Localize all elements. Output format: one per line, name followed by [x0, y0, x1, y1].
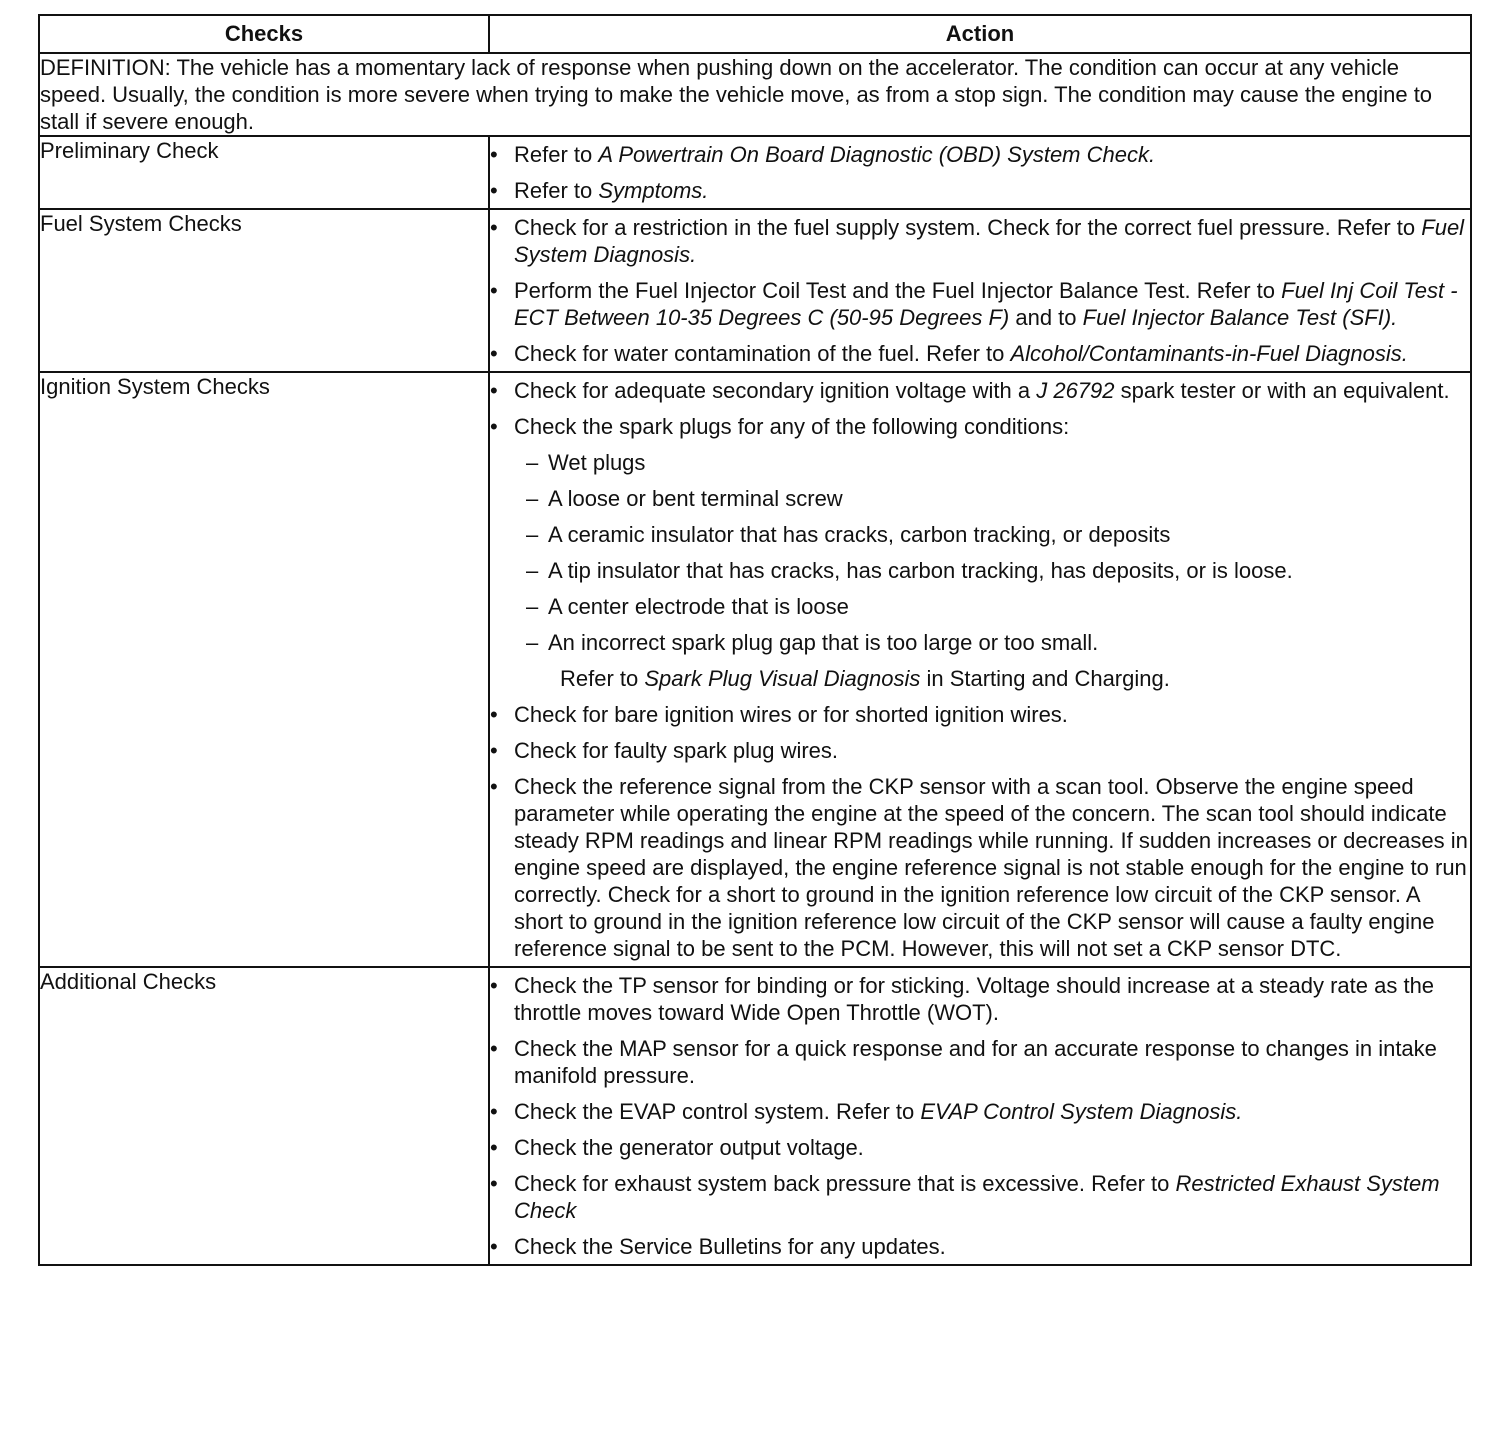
bullet: •: [490, 1036, 498, 1061]
action-item: [490, 737, 1470, 764]
condition-item: – An incorrect spark plug gap that is too large or too small.: [526, 630, 1099, 655]
bullet: •: [490, 178, 498, 203]
condition-item: – A tip insulator that has cracks, has carbon tracking, has deposits, or is loose.: [526, 558, 1293, 583]
bullet: •: [490, 738, 498, 763]
action-text: spark tester or with an equivalent.: [1114, 378, 1450, 403]
action-reference: Symptoms.: [598, 178, 709, 203]
additional-actions: [489, 967, 1471, 1265]
bullet: •: [490, 1234, 498, 1259]
definition-row: [39, 53, 1471, 136]
action-item: [490, 214, 1470, 268]
action-item: [490, 177, 1470, 204]
action-text: Check the TP sensor for binding or for sticking. Voltage should increase at a steady rate as the throttle moves toward Wide Open Throttle (WOT).: [514, 973, 1435, 1025]
dash: –: [526, 558, 539, 583]
bullet: •: [490, 414, 498, 439]
dash: –: [526, 630, 539, 655]
action-text: Check for a restriction in the fuel supply system. Check for the correct fuel pressure. Refer to: [514, 215, 1422, 240]
action-item: [490, 1035, 1470, 1089]
condition-item: – A center electrode that is loose: [526, 594, 849, 619]
action-reference: Fuel Injector Balance Test (SFI).: [1082, 305, 1398, 330]
action-text: Check for exhaust system back pressure that is excessive. Refer to: [514, 1171, 1176, 1196]
action-text: Check the generator output voltage.: [514, 1135, 864, 1160]
action-item: [490, 1098, 1470, 1125]
bullet: •: [490, 341, 498, 366]
action-text: Check for faulty spark plug wires.: [514, 738, 839, 763]
preliminary-row: [39, 136, 1471, 209]
action-item: [490, 1134, 1470, 1161]
action-text: and to: [1009, 305, 1083, 330]
bullet: •: [490, 378, 498, 403]
action-reference: A Powertrain On Board Diagnostic (OBD) System Check.: [598, 142, 1156, 167]
action-text: Refer to: [514, 178, 599, 203]
action-text: Check the EVAP control system. Refer to: [514, 1099, 921, 1124]
definition-text: DEFINITION: The vehicle has a momentary lack of response when pushing down on the accelerator. The condition can occur at any vehicle speed. Usually, the condition is more severe when trying to make the vehicle move, as from a stop sign. The condition may cause the engine to stall if severe enough.: [39, 53, 1471, 136]
action-text: Check the MAP sensor for a quick response and for an accurate response to changes in intake manifold pressure.: [514, 1036, 1437, 1088]
dash: –: [526, 522, 539, 547]
action-text: Check for water contamination of the fuel. Refer to: [514, 341, 1011, 366]
action-item: [490, 413, 1470, 692]
spark-plug-reference: Refer to Spark Plug Visual Diagnosis in Starting and Charging.: [560, 666, 1170, 691]
fuel-check-title: Fuel System Checks: [39, 209, 489, 372]
symptom-table: [38, 14, 1472, 1266]
header-row: [39, 15, 1471, 53]
ignition-actions: [489, 372, 1471, 967]
bullet: •: [490, 774, 498, 799]
ignition-row: [39, 372, 1471, 967]
action-item: [490, 1233, 1470, 1260]
condition-item: – A ceramic insulator that has cracks, carbon tracking, or deposits: [526, 522, 1171, 547]
action-reference: Alcohol/Contaminants-in-Fuel Diagnosis.: [1010, 341, 1408, 366]
checks-column-header: Checks: [39, 15, 489, 53]
action-item: [490, 1170, 1470, 1224]
action-reference: EVAP Control System Diagnosis.: [920, 1099, 1243, 1124]
action-text: Check for adequate secondary ignition voltage with a: [514, 378, 1037, 403]
action-item: [490, 972, 1470, 1026]
action-item: [490, 340, 1470, 367]
action-item: [490, 141, 1470, 168]
tool-reference: J 26792: [1036, 378, 1115, 403]
action-item: [490, 773, 1470, 962]
action-item: [490, 277, 1470, 331]
preliminary-actions: [489, 136, 1471, 209]
dash: –: [526, 594, 539, 619]
action-text: Check the reference signal from the CKP sensor with a scan tool. Observe the engine speed parameter while operating the engine at the speed of the concern. The scan tool should indicate steady RPM readings and linear RPM readings while running. If sudden increases or decreases in engine speed are displayed, the engine reference signal is not stable enough for the engine to run correctly. Check for a short to ground in the ignition reference low circuit of the CKP sensor. A short to ground in the ignition reference low circuit of the CKP sensor will cause a faulty engine reference signal to be sent to the PCM. However, this will not set a CKP sensor DTC.: [514, 774, 1468, 961]
condition-item: – A loose or bent terminal screw: [526, 486, 843, 511]
bullet: •: [490, 702, 498, 727]
additional-check-title: Additional Checks: [39, 967, 489, 1265]
action-reference: Fuel Inj Coil Test - ECT Between 10-35 Degrees C (50-95 Degrees F): [514, 278, 1458, 330]
bullet: •: [490, 1135, 498, 1160]
bullet: •: [490, 973, 498, 998]
action-item: [490, 701, 1470, 728]
action-reference: Spark Plug Visual Diagnosis: [644, 666, 921, 691]
preliminary-check-title: Preliminary Check: [39, 136, 489, 209]
dash: –: [526, 450, 539, 475]
action-item: [490, 377, 1470, 404]
bullet: •: [490, 215, 498, 240]
condition-list: [514, 449, 1470, 656]
condition-item: – Wet plugs: [526, 450, 646, 475]
action-reference: Restricted Exhaust System Check: [514, 1171, 1440, 1223]
action-text: Check the spark plugs for any of the following conditions:: [514, 414, 1070, 439]
action-text: Check the Service Bulletins for any updates.: [514, 1234, 946, 1259]
action-reference: Fuel System Diagnosis.: [514, 215, 1465, 267]
action-text: Refer to: [514, 142, 599, 167]
bullet: •: [490, 142, 498, 167]
action-text: Check for bare ignition wires or for shorted ignition wires.: [514, 702, 1068, 727]
additional-row: [39, 967, 1471, 1265]
bullet: •: [490, 1099, 498, 1124]
bullet: •: [490, 1171, 498, 1196]
fuel-actions: [489, 209, 1471, 372]
bullet: •: [490, 278, 498, 303]
action-text: Perform the Fuel Injector Coil Test and the Fuel Injector Balance Test. Refer to: [514, 278, 1282, 303]
dash: –: [526, 486, 539, 511]
action-column-header: Action: [489, 15, 1471, 53]
ignition-check-title: Ignition System Checks: [39, 372, 489, 967]
fuel-row: [39, 209, 1471, 372]
